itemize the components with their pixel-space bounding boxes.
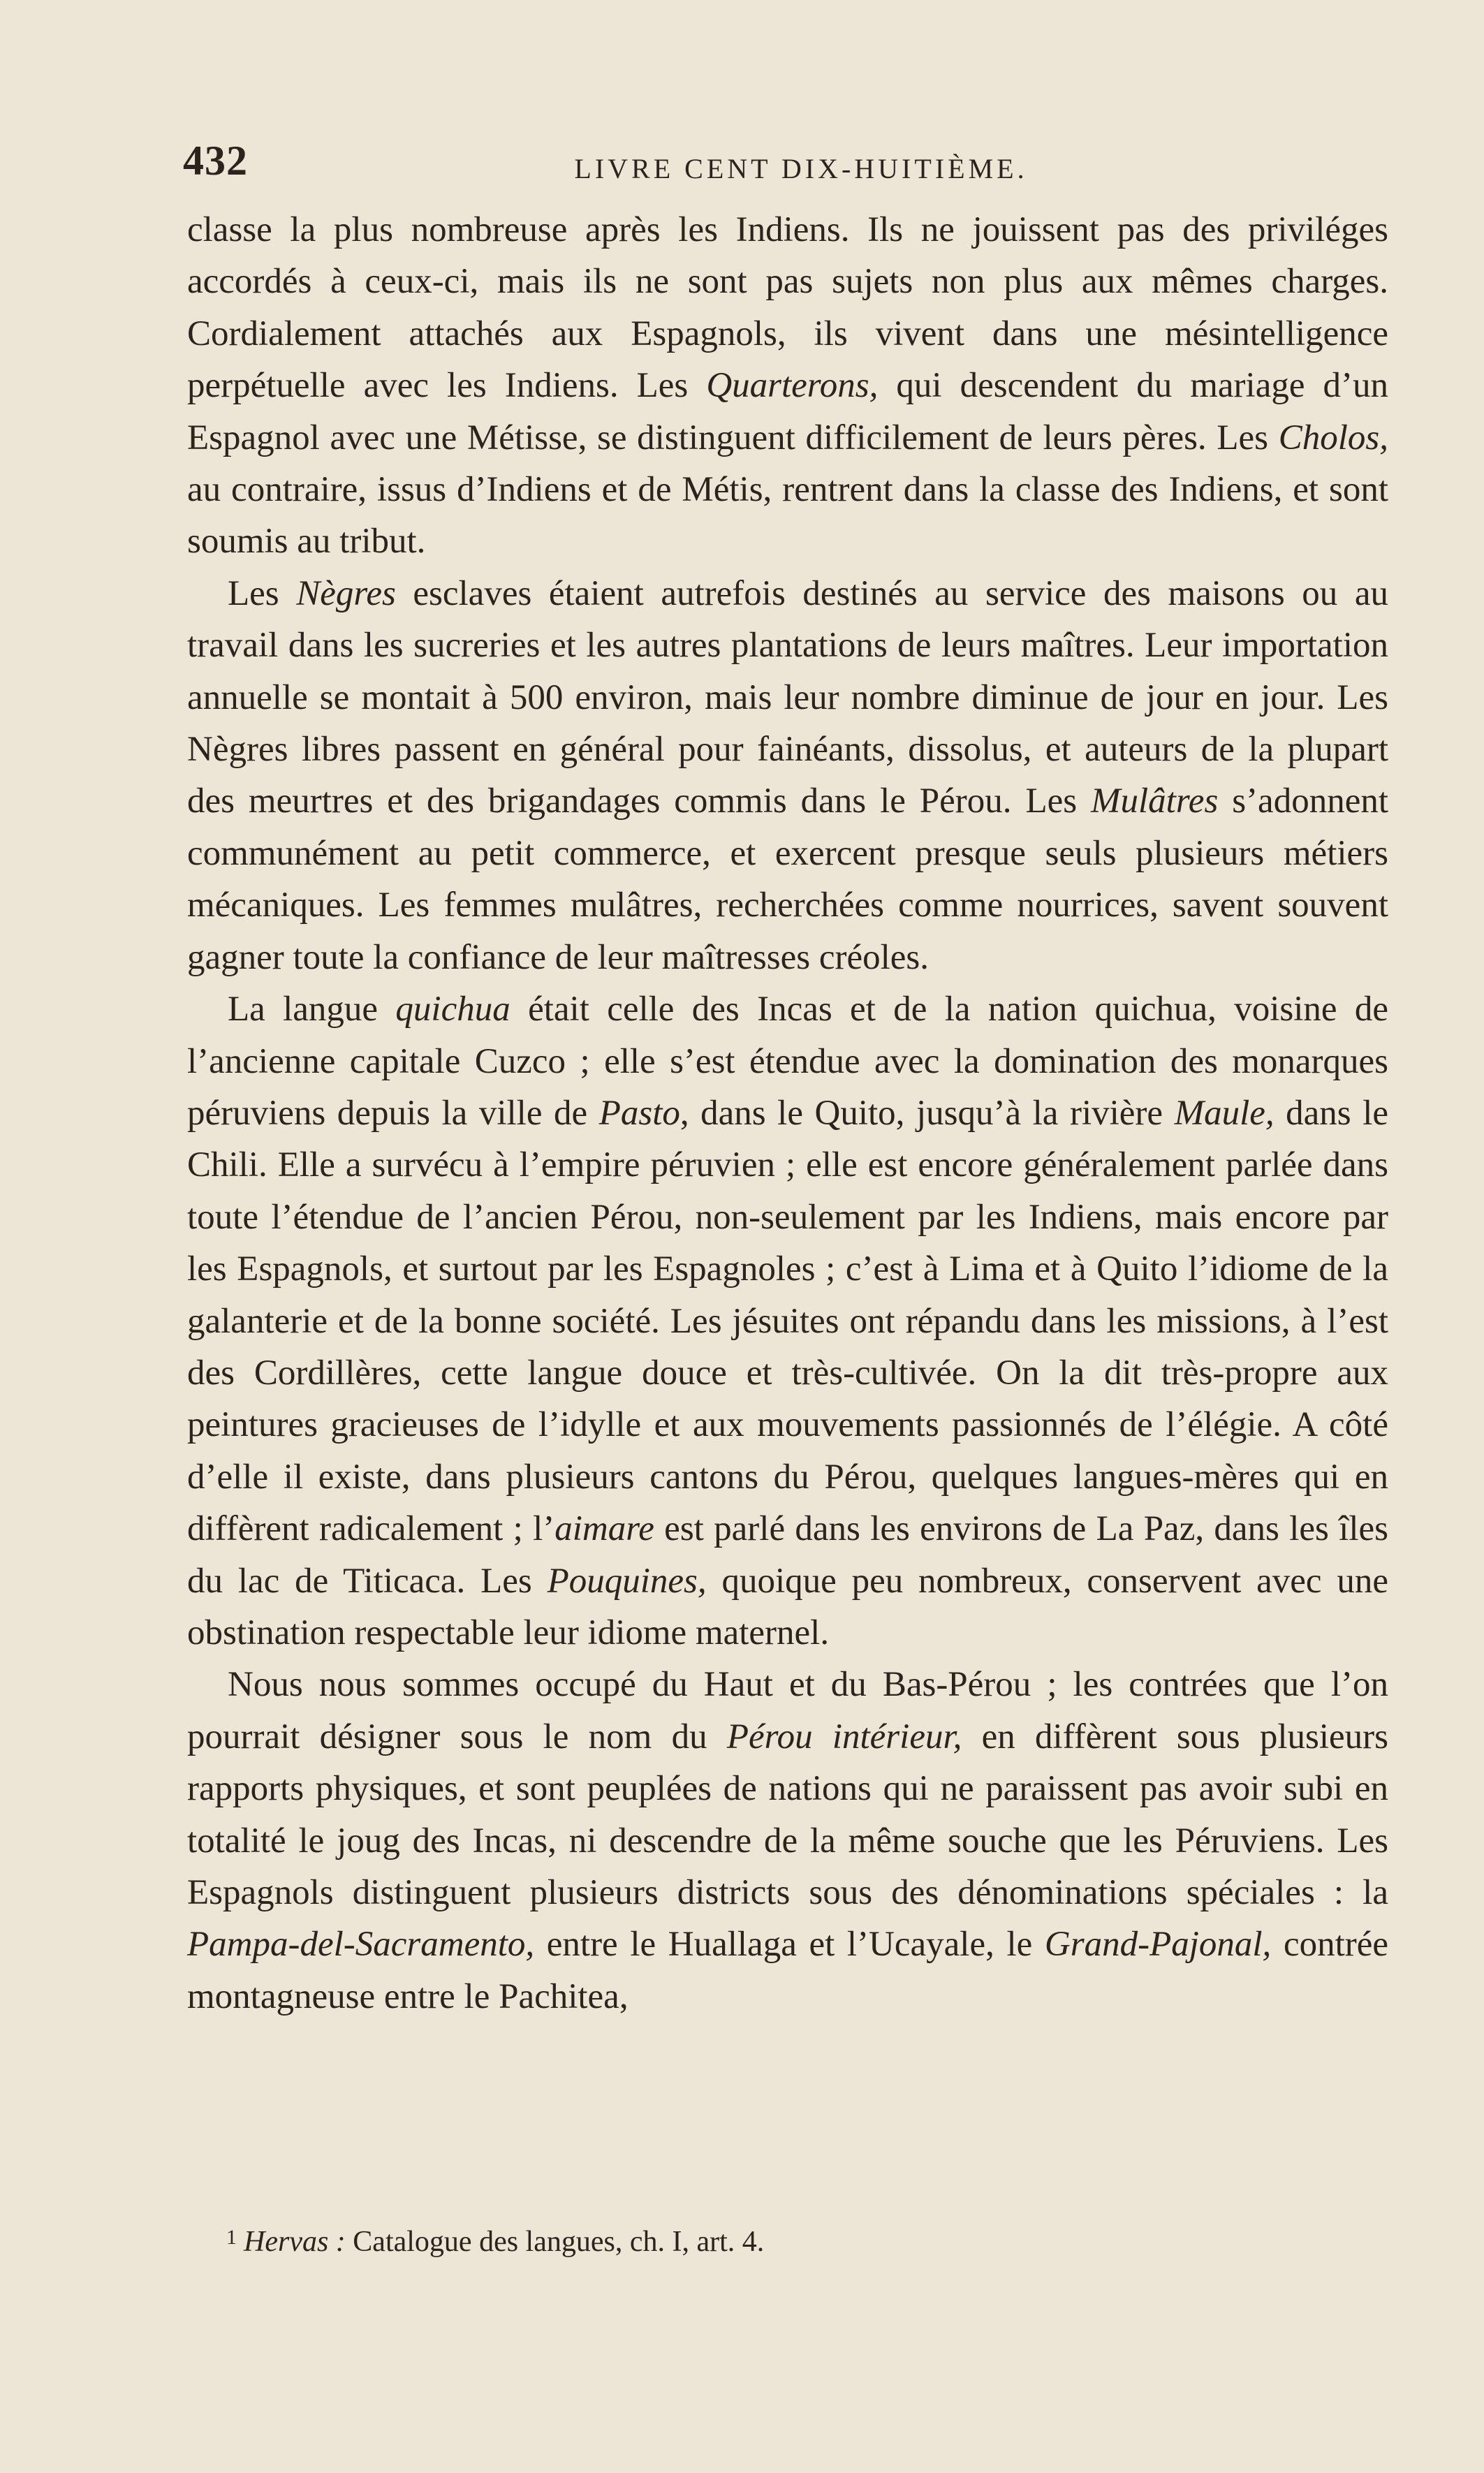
- paragraph-1: [187, 204, 1388, 568]
- page-header: [183, 137, 1391, 186]
- italic-term: Pérou intérieur,: [726, 1717, 962, 1756]
- italic-term: Mulâtres: [1091, 781, 1219, 821]
- paragraph-3: [187, 983, 1388, 1659]
- italic-term: Quarterons,: [706, 366, 879, 406]
- italic-term: Grand-Pajonal,: [1044, 1925, 1272, 1965]
- italic-term: Pampa-del-Sacramento,: [187, 1925, 535, 1965]
- footnote-mark: 1: [226, 2226, 237, 2249]
- text-run: qui descendent du mariage d’un Espagnol avec une Métisse, se distinguent difficilement de leurs pères. Les: [187, 366, 1388, 457]
- running-title: LIVRE CENT DIX-HUITIÈME.: [574, 153, 1028, 184]
- text-run: Les: [228, 573, 297, 613]
- footnote: [226, 2218, 1386, 2261]
- text-run: classe la plus nombreuse après les Indiens. Ils ne jouissent pas des priviléges accordés à ceux-ci, mais ils ne sont pas sujets non plus aux mêmes charges. Cordialement attachés aux Espagnols, ils vivent dans une mésintelligence perpétuelle avec les Indiens. Les: [187, 210, 1388, 406]
- italic-term: Nègres: [296, 573, 396, 613]
- text-run: entre le Huallaga et l’Ucayale, le: [534, 1925, 1045, 1965]
- italic-term: Pasto: [598, 1093, 680, 1133]
- italic-term: Pouquines,: [547, 1561, 707, 1601]
- text-run: était celle des Incas et de la nation quichua, voisine de l’ancienne capitale Cuzco ; elle s’est étendue avec la domination des monarques péruviens depuis la ville de: [187, 990, 1388, 1133]
- text-run: esclaves étaient autrefois destinés au service des maisons ou au travail dans les sucreries et les autres plantations de leurs maîtres. Leur importation annuelle se montait à 500 environ, mais leur nombre diminue de jour en jour. Les Nègres libres passent en général pour fainéants, dissolus, et auteurs de la plupart des meurtres et des brigandages commis dans le Pérou. Les: [187, 573, 1388, 821]
- paragraph-2: [187, 568, 1388, 983]
- body-text: [187, 204, 1388, 2023]
- text-run: en diffèrent sous plusieurs rapports physiques, et sont peuplées de nations qui ne paraissent pas avoir subi en totalité le joug des Incas, ni descendre de la même souche que les Péruviens. Les Espagnols distinguent plusieurs districts sous des dénominations spéciales : la: [187, 1717, 1388, 1912]
- footnote-text: Catalogue des langues, ch. I, art. 4.: [345, 2226, 765, 2258]
- text-run: Nous nous sommes occupé du Haut et du Bas-Pérou ; les contrées que l’on pourrait désigner sous le nom du: [187, 1665, 1388, 1756]
- paragraph-4: [187, 1659, 1388, 2023]
- text-run: , dans le Quito, jusqu’à la rivière: [679, 1093, 1175, 1133]
- page-number: 432: [183, 138, 248, 184]
- text-run: dans le Chili. Elle a survécu à l’empire péruvien ; elle est encore généralement parlée dans toute l’étendue de l’ancien Pérou, non-seulement par les Indiens, mais encore par les Espagnols, et surtout par les Espagnoles ; c’est à Lima et à Quito l’idiome de la galanterie et de la bonne société. Les jésuites ont répandu dans les missions, à l’est des Cordillères, cette langue douce et très-cultivée. On la dit très-propre aux peintures gracieuses de l’idylle et aux mouvements passionnés de l’élégie. A côté d’elle il existe, dans plusieurs cantons du Pérou, quelques langues-mères qui en diffèrent radicalement ; l’: [187, 1093, 1388, 1549]
- text-run: est parlé dans les environs de La Paz, dans les îles du lac de Titicaca. Les: [187, 1509, 1388, 1601]
- text-run: au contraire, issus d’Indiens et de Métis, rentrent dans la classe des Indiens, et sont soumis au tribut.: [187, 470, 1388, 562]
- italic-term: Maule,: [1174, 1093, 1274, 1133]
- italic-term: Cholos,: [1278, 418, 1388, 457]
- text-run: s’adonnent communément au petit commerce, et exercent presque seuls plusieurs métiers mécaniques. Les femmes mulâtres, recherchées comme nourrices, savent souvent gagner toute la confiance de leur maîtresses créoles.: [187, 781, 1388, 977]
- italic-term: aimare: [554, 1509, 654, 1549]
- text-run: quoique peu nombreux, conservent avec une obstination respectable leur idiome maternel.: [187, 1561, 1388, 1652]
- footnote-author: Hervas :: [244, 2226, 346, 2258]
- italic-term: quichua: [395, 990, 510, 1029]
- text-run: contrée montagneuse entre le Pachitea,: [187, 1925, 1389, 2016]
- text-run: La langue: [228, 990, 396, 1029]
